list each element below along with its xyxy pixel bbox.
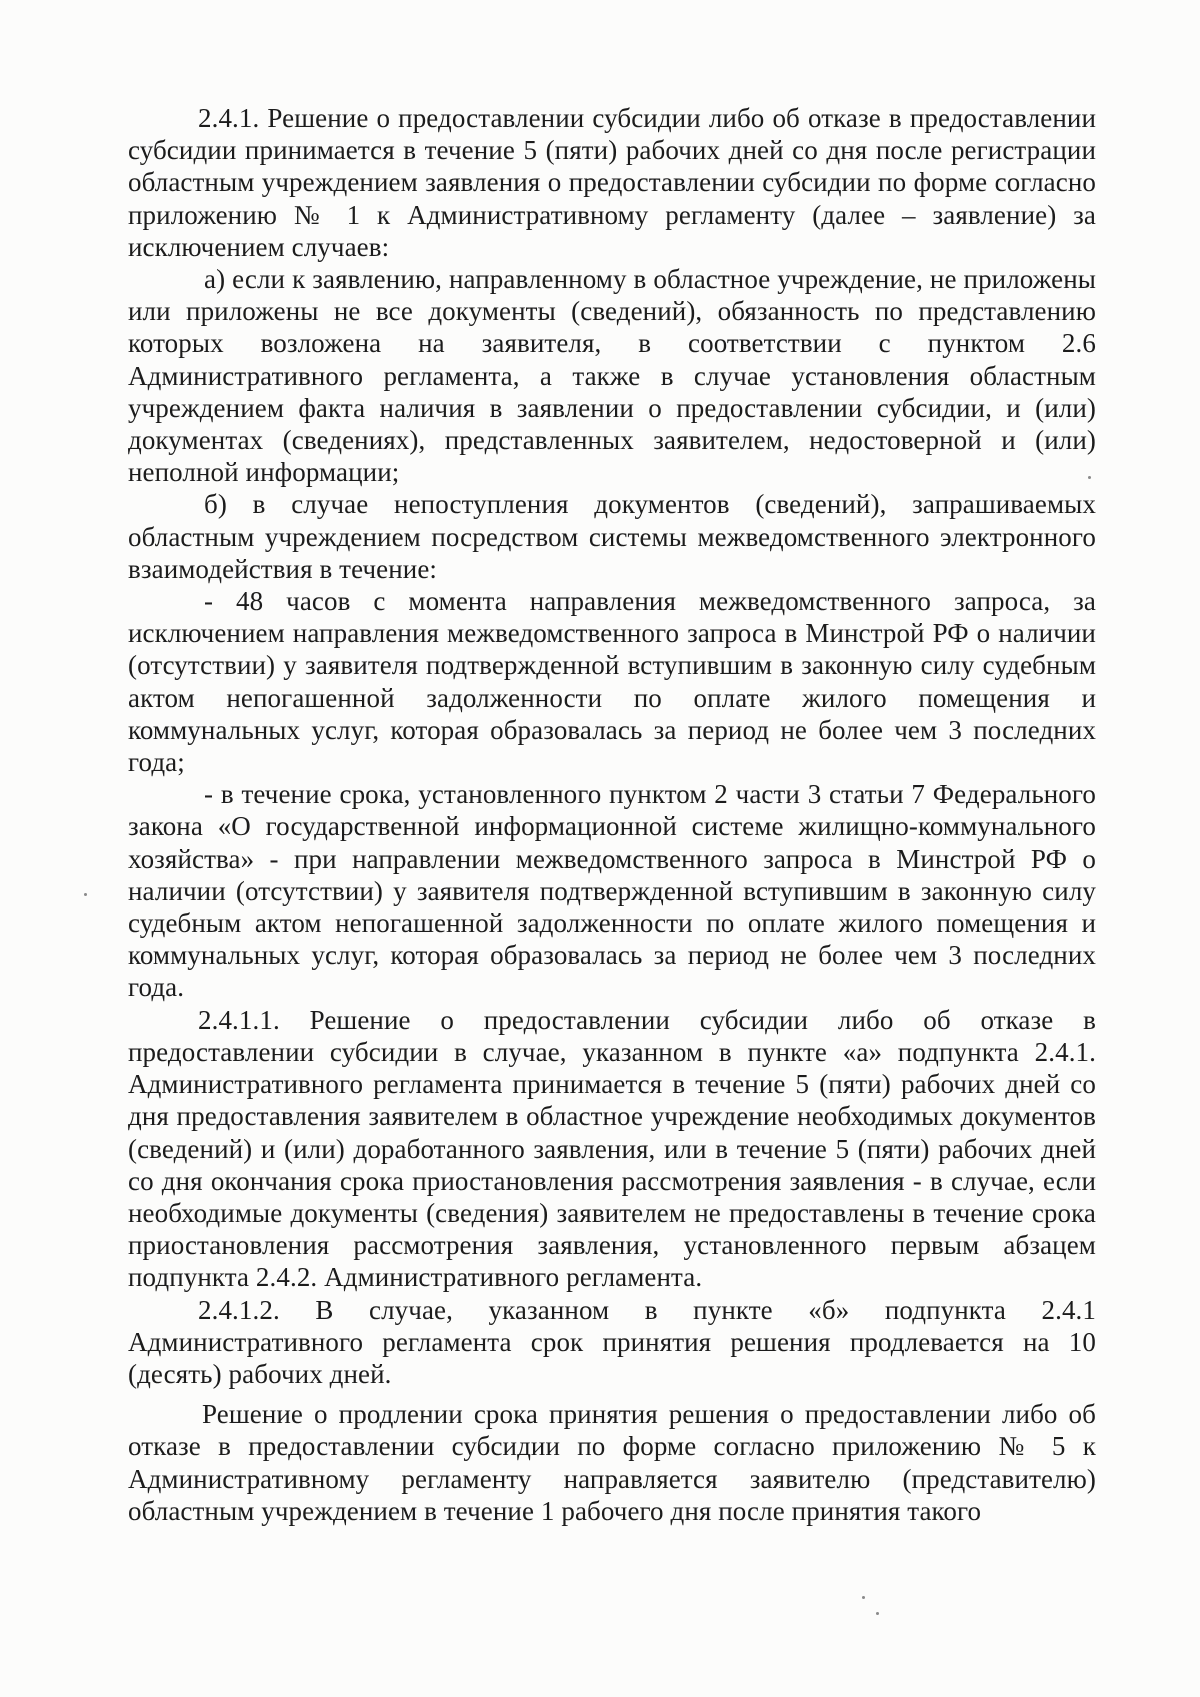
paragraph-2-4-1-2: 2.4.1.2. В случае, указанном в пункте «б» подпункта 2.4.1 Административного регламента срок принятия решения продлевается на 10 (десять) рабочих дней. bbox=[128, 1294, 1096, 1389]
paragraph-2-4-1-1: 2.4.1.1. Решение о предоставлении субсидии либо об отказе в предоставлении субсидии в случае, указанном в пункте «а» подпункта 2.4.1. Административного регламента принимается в течение 5 (пяти) рабочих дней со дня предоставления заявителем в областное учреждение необходимых документов (сведений) и (или) доработанного заявления, или в течение 5 (пяти) рабочих дней со дня окончания срока приостановления рассмотрения заявления - в случае, если необходимые документы (сведения) заявителем не предоставлены в течение срока приостановления рассмотрения заявления, установленного первым абзацем подпункта 2.4.2. Административного регламента. bbox=[128, 1004, 1096, 1293]
scan-speck bbox=[1088, 476, 1091, 479]
scan-speck bbox=[876, 1612, 879, 1615]
paragraph-federal-law-term: - в течение срока, установленного пунктом 2 части 3 статьи 7 Федерального закона «О государственной информационной системе жилищно-коммунального хозяйства» - при направлении межведомственного запроса в Минстрой РФ о наличии (отсутствии) у заявителя подтвержденной вступившим в законную силу судебным актом непогашенной задолженности по оплате жилого помещения и коммунальных услуг, которая образовалась за период не более чем 3 последних года. bbox=[128, 779, 1096, 1003]
paragraph-case-b: б) в случае непоступления документов (сведений), запрашиваемых областным учреждением посредством системы межведомственного электронного взаимодействия в течение: bbox=[128, 489, 1096, 584]
scan-speck bbox=[862, 1596, 865, 1599]
paragraph-48-hours: - 48 часов с момента направления межведомственного запроса, за исключением направления межведомственного запроса в Минстрой РФ о наличии (отсутствии) у заявителя подтвержденной вступившим в законную силу судебным актом непогашенной задолженности по оплате жилого помещения и коммунальных услуг, которая образовалась за период не более чем 3 последних года; bbox=[128, 586, 1096, 778]
paragraph-extension-decision: Решение о продлении срока принятия решения о предоставлении либо об отказе в предоставлении субсидии по форме согласно приложению № 5 к Административному регламенту направляется заявителю (представителю) областным учреждением в течение 1 рабочего дня после принятия такого bbox=[128, 1399, 1096, 1526]
document-body bbox=[128, 102, 1096, 1527]
scan-speck bbox=[84, 893, 87, 896]
paragraph-2-4-1: 2.4.1. Решение о предоставлении субсидии либо об отказе в предоставлении субсидии принимается в течение 5 (пяти) рабочих дней со дня после регистрации областным учреждением заявления о предоставлении субсидии по форме согласно приложению № 1 к Административному регламенту (далее – заявление) за исключением случаев: bbox=[128, 103, 1096, 262]
paragraph-case-a: а) если к заявлению, направленному в областное учреждение, не приложены или приложены не все документы (сведений), обязанность по представлению которых возложена на заявителя, в соответствии с пунктом 2.6 Административного регламента, а также в случае установления областным учреждением факта наличия в заявлении о предоставлении субсидии, и (или) документах (сведениях), представленных заявителем, недостоверной и (или) неполной информации; bbox=[128, 264, 1096, 488]
